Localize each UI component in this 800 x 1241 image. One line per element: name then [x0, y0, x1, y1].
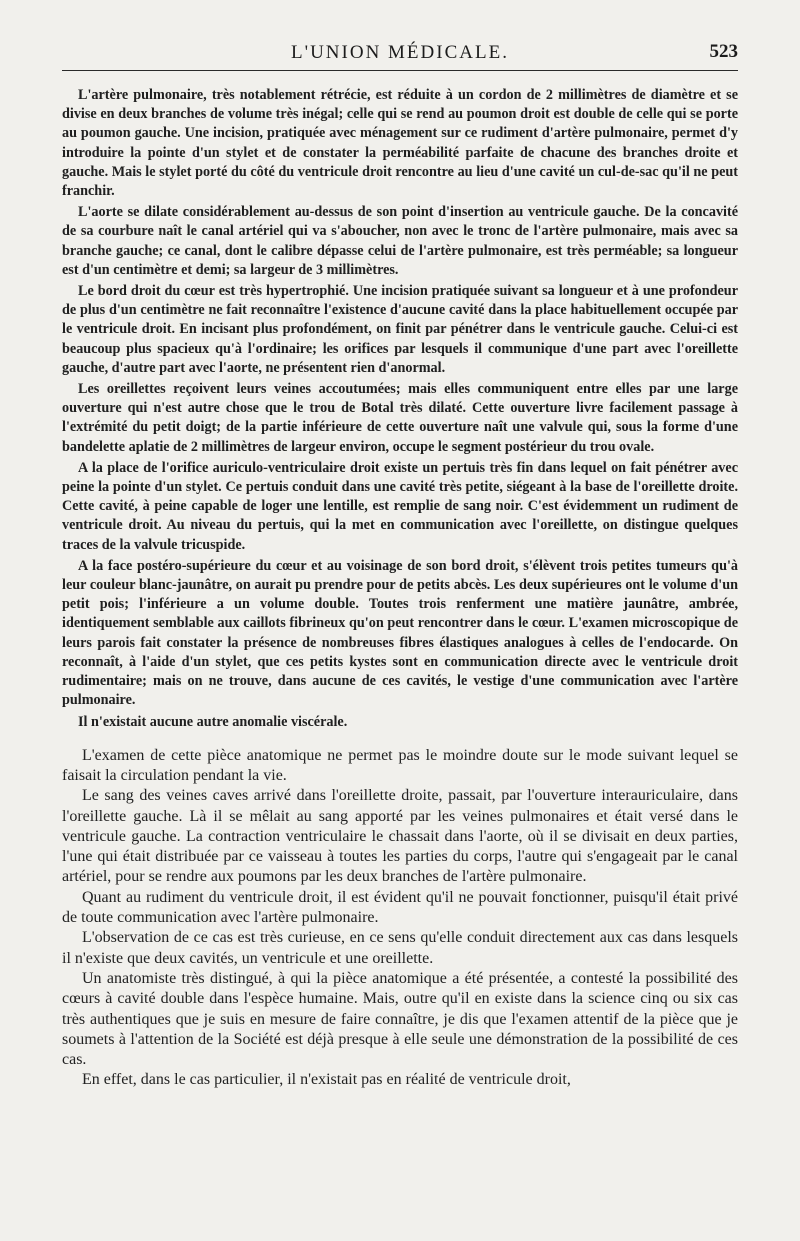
page-number: 523	[709, 41, 738, 62]
observation-paragraph: L'aorte se dilate considérablement au-dessus de son point d'insertion au ventricule gauche. De la concavité de sa courbure naît le canal artériel qui va s'aboucher, non avec le tronc de l'artère pulmonaire, mais avec sa branche gauche; ce canal, dont le calibre dépasse celui de l'artère pulmonaire, est très perméable; sa longueur est d'un centimètre et demi; sa largeur de 3 millimètres.	[62, 204, 738, 278]
section-gap	[62, 734, 738, 746]
observation-paragraph: Le bord droit du cœur est très hypertrophié. Une incision pratiquée suivant sa longueur et à une profondeur de plus d'un centimètre ne fait reconnaître l'existence d'aucune cavité dans la place habituellement occupée par le ventricule droit. En incisant plus profondément, on finit par pénétrer dans le ventricule gauche. Celui-ci est beaucoup plus spacieux qu'à l'ordinaire; les orifices par lesquels il communique d'une part avec l'oreillette gauche, d'autre part avec l'aorte, ne présentent rien d'anormal.	[62, 283, 738, 376]
observation-paragraph: L'artère pulmonaire, très notablement rétrécie, est réduite à un cordon de 2 millimètres de diamètre et se divise en deux branches de volume très inégal; celle qui se rend au poumon droit est double de celle qui se porte au poumon gauche. Une incision, pratiquée avec ménagement sur ce rudiment d'artère pulmonaire, permet d'y introduire la pointe d'un stylet et de constater la perméabilité parfaite de chacune des branches droite et gauche. Mais le stylet porté du côté du ventricule droit rencontre au lieu d'une cavité un cul-de-sac qu'il ne peut franchir.	[62, 87, 738, 200]
observation-paragraph: Il n'existait aucune autre anomalie viscérale.	[78, 713, 348, 730]
running-head	[62, 40, 738, 66]
discussion-paragraph: Un anatomiste très distingué, à qui la pièce anatomique a été présentée, a contesté la possibilité des cœurs à cavité double dans l'espèce humaine. Mais, outre qu'il en existe dans la science cinq ou six cas très authentiques que je suis en mesure de faire connaître, je dis que l'examen attentif de la pièce que je soumets à l'attention de la Société est déjà presque à elle seule une démonstration de la possibilité de ces cas.	[62, 969, 738, 1069]
discussion-paragraph: L'examen de cette pièce anatomique ne permet pas le moindre doute sur le mode suivant lequel se faisait la circulation pendant la vie.	[62, 746, 738, 784]
discussion-paragraph: Quant au rudiment du ventricule droit, il est évident qu'il ne pouvait fonctionner, puisqu'il était privé de toute communication avec l'artère pulmonaire.	[62, 888, 738, 927]
header-rule	[62, 70, 738, 71]
body-text	[62, 86, 738, 1091]
discussion-paragraph: Le sang des veines caves arrivé dans l'oreillette droite, passait, par l'ouverture interauriculaire, dans l'oreillette gauche. Là il se mêlait au sang apporté par les veines pulmonaires et était versé dans le ventricule gauche. La contraction ventriculaire le chassait dans l'aorte, où il se divisait en deux parties, l'une qui était distribuée par ce vaisseau à toutes les parties du corps, l'autre qui s'engageait par le canal artériel, pour se rendre aux poumons par les deux branches de l'artère pulmonaire.	[62, 787, 738, 886]
journal-title: L'UNION MÉDICALE.	[291, 42, 509, 63]
discussion-paragraph: L'observation de ce cas est très curieuse, en ce sens qu'elle conduit directement aux cas dans lesquels il n'existe que deux cavités, un ventricule et une oreillette.	[62, 929, 738, 967]
observation-paragraph: A la face postéro-supérieure du cœur et au voisinage de son bord droit, s'élèvent trois petites tumeurs qu'à leur couleur blanc-jaunâtre, on aurait pu prendre pour de petits abcès. Les deux supérieures ont le volume d'un petit pois; l'inférieure a un volume double. Toutes trois renferment une matière jaunâtre, ambrée, identiquement semblable aux caillots fibrineux qu'on peut rencontrer dans le cœur. L'examen microscopique de leurs parois fait constater la présence de nombreuses fibres élastiques analogues à celles de l'endocarde. On reconnaît, à l'aide d'un stylet, que ces petits kystes sont en communication directe avec le ventricule droit rudimentaire; mais on ne trouve, dans aucune de ces cavités, le vestige d'une communication avec l'artère pulmonaire.	[62, 557, 738, 709]
observation-paragraph: A la place de l'orifice auriculo-ventriculaire droit existe un pertuis très fin dans lequel on fait pénétrer avec peine la pointe d'un stylet. Ce pertuis conduit dans une cavité très petite, siégeant à la base de l'oreillette droite. Cette cavité, à peine capable de loger une lentille, est remplie de sang noir. C'est évidemment un rudiment de ventricule droit. Au niveau du pertuis, qui la met en communication avec l'oreillette, on distingue quelques traces de la valvule tricuspide.	[62, 459, 738, 553]
observation-paragraph: Les oreillettes reçoivent leurs veines accoutumées; mais elles communiquent entre elles par une large ouverture qui n'est autre chose que le trou de Botal très dilaté. Cette ouverture livre facilement passage à l'extrémité du petit doigt; de la partie inférieure de cette ouverture naît une valvule qui, sous la forme d'une bandelette aplatie de 2 millimètres de largeur environ, occupe le segment postérieur du trou ovale.	[62, 381, 738, 455]
discussion-paragraph: En effet, dans le cas particulier, il n'existait pas en réalité de ventricule droit,	[82, 1071, 571, 1089]
